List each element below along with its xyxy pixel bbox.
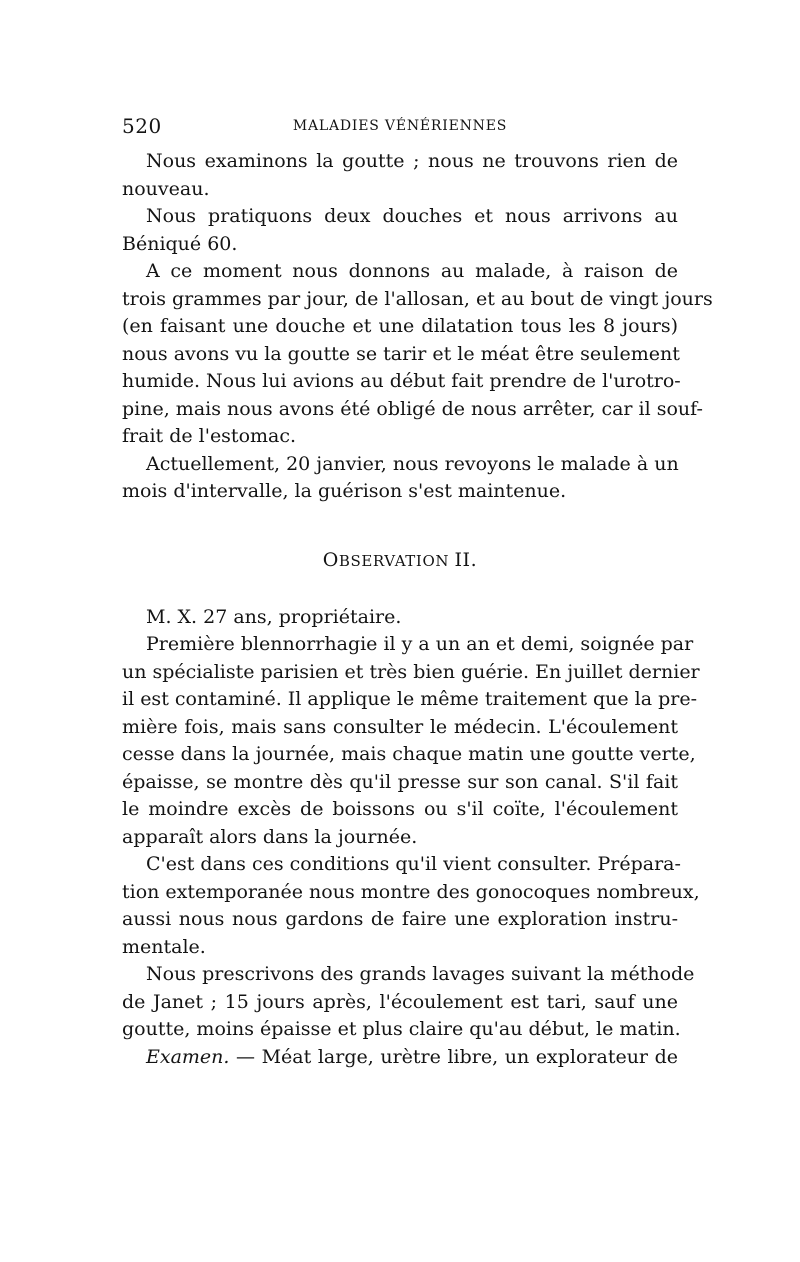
text-line: nous avons vu la goutte se tarir et le méat être seulement [122, 342, 680, 365]
text-line: pine, mais nous avons été obligé de nous arrêter, car il souf- [122, 397, 703, 420]
body-text [122, 148, 713, 1071]
page-header [122, 112, 678, 140]
text-line: Nous examinons la goutte ; nous ne trouvons rien de [146, 150, 678, 172]
text-line: Première blennorrhagie il y a un an et demi, soignée par [146, 633, 694, 655]
spacer [122, 506, 678, 546]
paragraph [122, 451, 678, 506]
text-line: humide. Nous lui avions au début fait prendre de l'urotro- [122, 370, 681, 392]
paragraph [122, 148, 678, 203]
text-line: un spécialiste parisien et très bien guérie. En juillet dernier [122, 660, 700, 683]
paragraph [122, 631, 700, 851]
running-title: MALADIES VÉNÉRIENNES [292, 118, 508, 134]
paragraph [122, 258, 713, 451]
text-line: Nous pratiquons deux douches et nous arrivons au [146, 205, 678, 227]
text-line: il est contaminé. Il applique le même traitement que la pre- [122, 688, 698, 710]
text-line: de Janet ; 15 jours après, l'écoulement est tari, sauf une [122, 990, 678, 1013]
text-line: M. X. 27 ans, propriétaire. [146, 605, 402, 628]
text-line: mois d'intervalle, la guérison s'est maintenue. [122, 480, 567, 502]
text-line: mière fois, mais sans consulter le médecin. L'écoulement [122, 715, 678, 738]
examen-line [122, 1044, 678, 1072]
text-line: Béniqué 60. [122, 232, 238, 255]
text-line: (en faisant une douche et une dilatation tous les 8 jours) [122, 315, 678, 337]
text-line: frait de l'estomac. [122, 425, 297, 447]
text-line: trois grammes par jour, de l'allosan, et au bout de vingt jours [122, 287, 713, 310]
text-line: aussi nous nous gardons de faire une exploration instru- [122, 908, 678, 930]
text-line: apparaît alors dans la journée. [122, 825, 418, 848]
heading-rest: BSERVATION [338, 551, 450, 570]
text-line: Nous prescrivons des grands lavages suivant la méthode [146, 963, 695, 985]
text-line: cesse dans la journée, mais chaque matin une goutte verte, [122, 743, 696, 765]
examen-label: Examen. [146, 1045, 230, 1068]
text-line: le moindre excès de boissons ou s'il coïte, l'écoulement [122, 798, 678, 820]
examen-text: — Méat large, urètre libre, un explorateur de [229, 1045, 678, 1068]
paragraph [122, 961, 695, 1044]
heading-initial: O [322, 548, 339, 571]
text-line: tion extemporanée nous montre des gonocoques nombreux, [122, 880, 700, 903]
spacer [122, 574, 678, 604]
paragraph [122, 604, 678, 632]
text-line: Actuellement, 20 janvier, nous revoyons le malade à un [146, 452, 679, 475]
section-heading [122, 546, 678, 574]
text-line: épaisse, se montre dès qu'il presse sur son canal. S'il fait [122, 770, 678, 793]
text-line: C'est dans ces conditions qu'il vient consulter. Prépara- [146, 853, 681, 875]
paragraph [122, 203, 678, 258]
page-number: 520 [122, 114, 162, 138]
paragraph [122, 1044, 678, 1072]
text-line: mentale. [122, 935, 206, 958]
text-line: A ce moment nous donnons au malade, à raison de [146, 260, 678, 282]
text-line: goutte, moins épaisse et plus claire qu'au début, le matin. [122, 1018, 681, 1040]
heading-number: II. [454, 548, 478, 571]
text-line: nouveau. [122, 177, 210, 200]
paragraph [122, 851, 700, 961]
